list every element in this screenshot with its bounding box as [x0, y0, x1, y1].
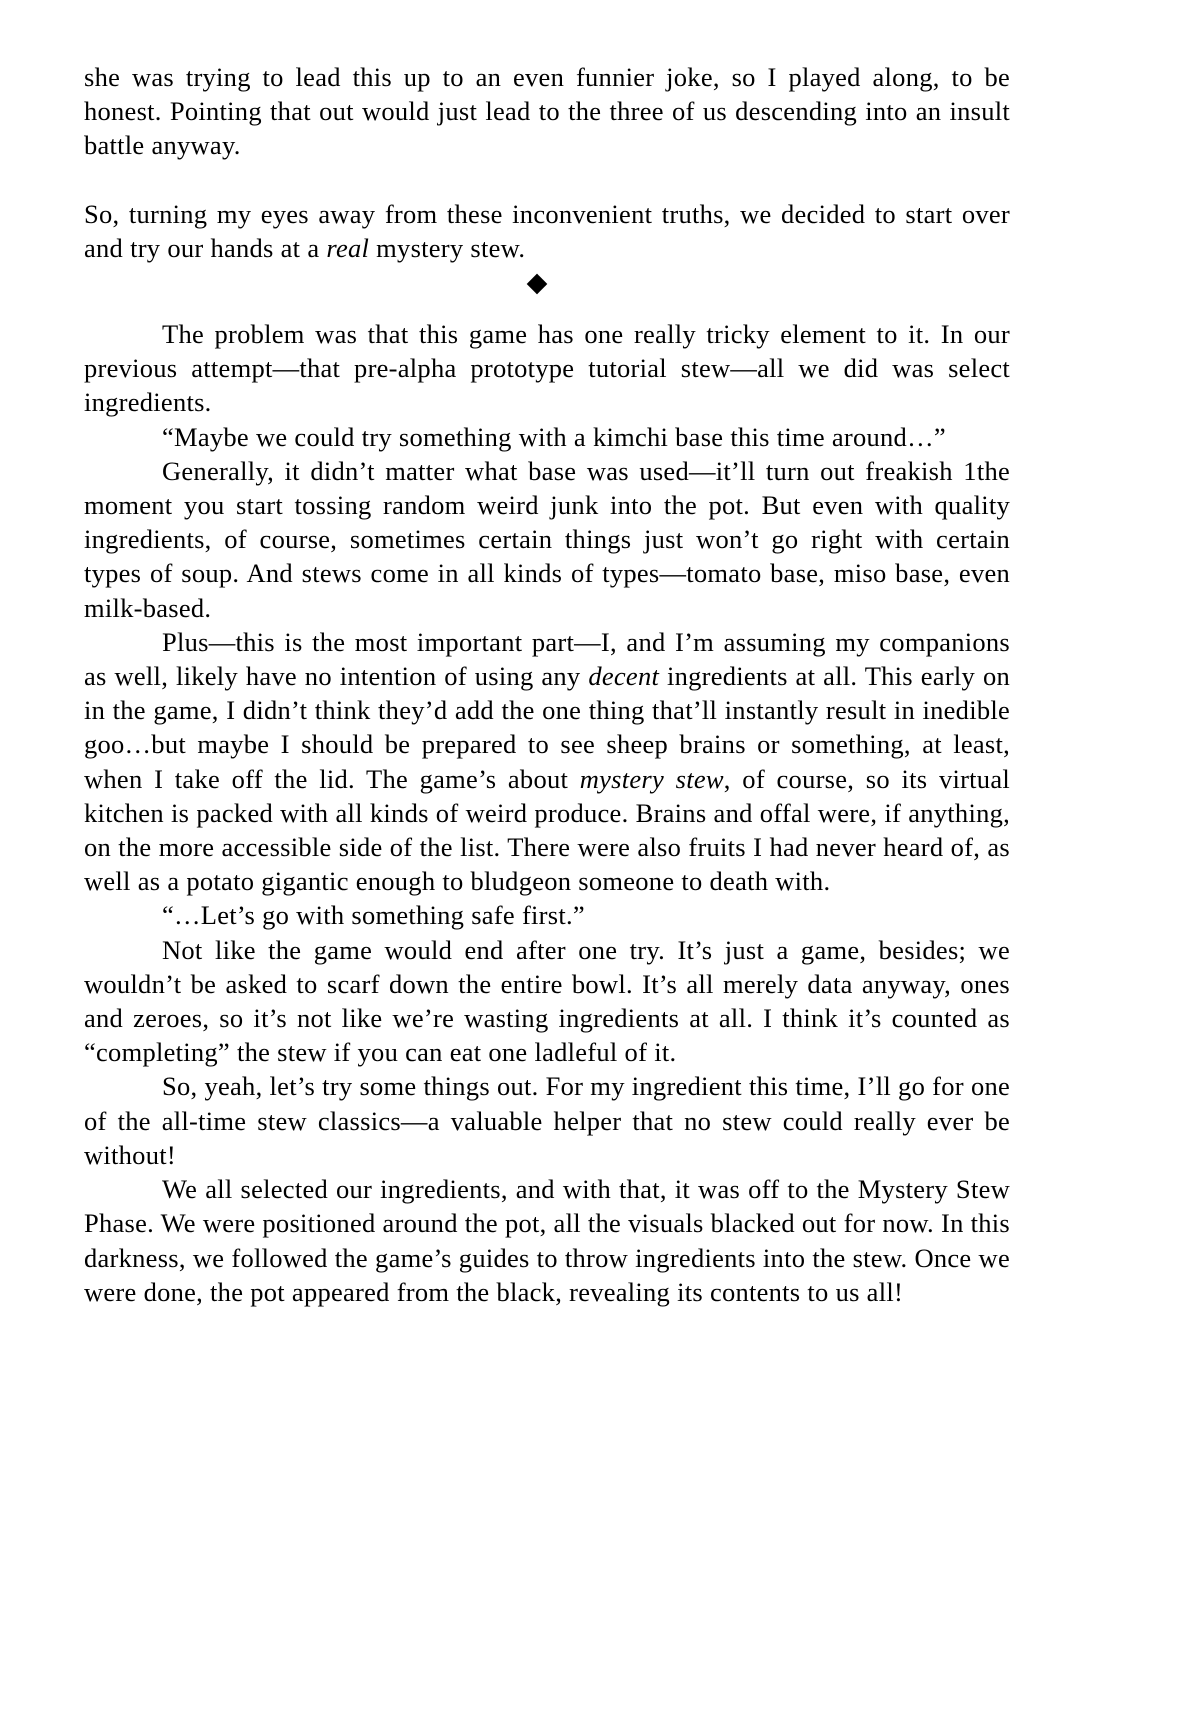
paragraph-plus-important: [84, 625, 1010, 899]
paragraph-safe-first-dialogue: [84, 898, 1010, 932]
text-run: So, turning my eyes away from these inconvenient truths, we decided to start over and try our hands at a: [84, 198, 1010, 263]
text-run: Plus—this is the most important part—I, and I’m assuming my companions as well, likely have no intention of using any: [84, 626, 1010, 692]
text-run: mystery stew.: [369, 232, 526, 263]
paragraph-continuation: [84, 60, 1010, 163]
text-run: , of course, so its virtual kitchen is packed with all kinds of weird produce. Brains and offal were, if anything, on the more accessible side of the list. There were also fruits I had never heard of, as well as a potato gigantic enough to bludgeon someone to death with.: [84, 763, 1010, 897]
paragraph-mystery-stew: [84, 197, 1010, 265]
text-run: So, yeah, let’s try some things out. For my ingredient this time, I’ll go for one of the all-time stew classics—a valuable helper that no stew could really ever be without!: [84, 1071, 1010, 1170]
text-run: Not like the game would end after one try. It’s just a game, besides; we wouldn’t be asked to scarf down the entire bowl. It’s all merely data anyway, ones and zeroes, so it’s not like we’re wasting ingredients at all. I think it’s counted as “completing” the stew if you can eat one ladleful of it.: [84, 934, 1010, 1068]
text-run: The problem was that this game has one really tricky element to it. In our previous attempt—that pre-alpha prototype tutorial stew—all we did was select ingredients.: [84, 319, 1010, 418]
text-column: [84, 60, 1010, 1309]
paragraph-stew-classics: [84, 1069, 1010, 1172]
paragraph-mystery-stew-phase: [84, 1172, 1010, 1309]
text-run: ingredients at all. This early on in the game, I didn’t think they’d add the one thing that’ll instantly result in inedible goo…but maybe I should be prepared to see sheep brains or something, at least, when I take off the lid. The game’s about: [84, 661, 1010, 794]
text-run: Generally, it didn’t matter what base was used—it’ll turn out freakish 1the moment you start tossing random weird junk into the pot. But even with quality ingredients, of course, sometimes certain things just won’t go right with certain types of soup. And stews come in all kinds of types—tomato base, miso base, even milk-based.: [84, 455, 1010, 623]
paragraph-spacer: [84, 163, 1010, 197]
paragraph-kimchi-dialogue: [84, 420, 1010, 454]
emphasis-real: real: [326, 232, 370, 263]
emphasis-mystery-stew: mystery stew: [579, 763, 724, 794]
paragraph-not-like-game-would-end: [84, 933, 1010, 1070]
text-run: We all selected our ingredients, and with that, it was off to the Mystery Stew Phase. We were positioned around the pot, all the visuals blacked out for now. In this darkness, we followed the game’s guides to throw ingredients into the stew. Once we were done, the pot appeared from the black, revealing its contents to us all!: [84, 1174, 1010, 1307]
diamond-icon: ◆: [526, 267, 548, 298]
section-divider: [84, 265, 1010, 317]
text-run: she was trying to lead this up to an even funnier joke, so I played along, to be honest. Pointing that out would just lead to the three of us descending into an insult battle anyway.: [84, 62, 1010, 161]
text-run: “…Let’s go with something safe first.”: [162, 900, 585, 931]
emphasis-decent: decent: [588, 661, 660, 692]
text-run: “Maybe we could try something with a kimchi base this time around…”: [162, 421, 946, 452]
paragraph-tricky-element: [84, 317, 1010, 420]
paragraph-generally-base: [84, 454, 1010, 625]
